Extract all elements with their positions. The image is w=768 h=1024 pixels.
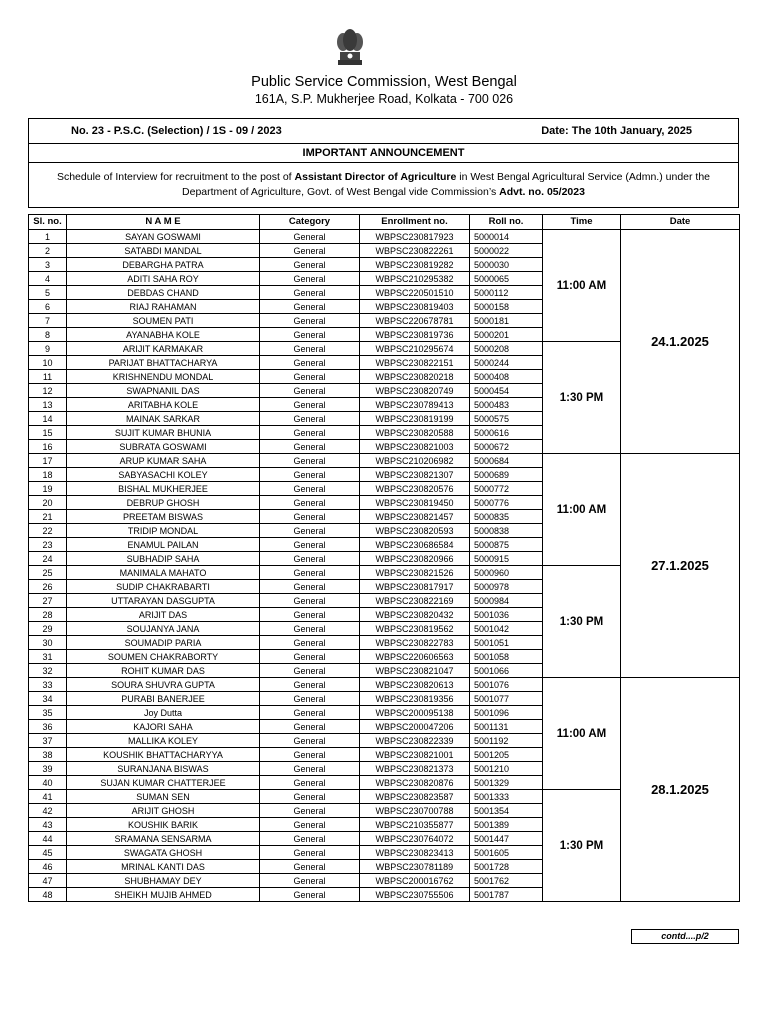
name-cell: DEBRUP GHOSH — [67, 496, 260, 510]
column-header: Roll no. — [470, 215, 543, 230]
enrollment-number-cell: WBPSC230822261 — [360, 244, 470, 258]
announcement-part2: in West Bengal Agricultural Service (Admn.) under the Department of Agriculture, Govt. of West Bengal vide Commission’s — [182, 171, 711, 198]
category-cell: General — [260, 300, 360, 314]
category-cell: General — [260, 258, 360, 272]
category-cell: General — [260, 804, 360, 818]
enrollment-number-cell: WBPSC230819403 — [360, 300, 470, 314]
category-cell: General — [260, 272, 360, 286]
category-cell: General — [260, 440, 360, 454]
roll-number-cell: 5001096 — [470, 706, 543, 720]
advertisement-number: Advt. no. 05/2023 — [499, 186, 585, 198]
enrollment-number-cell: WBPSC230821307 — [360, 468, 470, 482]
enrollment-number-cell: WBPSC200095138 — [360, 706, 470, 720]
category-cell: General — [260, 734, 360, 748]
reference-bar — [28, 118, 739, 144]
name-cell: SOUMEN PATI — [67, 314, 260, 328]
enrollment-number-cell: WBPSC200047206 — [360, 720, 470, 734]
name-cell: ARIJIT KARMAKAR — [67, 342, 260, 356]
category-cell: General — [260, 426, 360, 440]
name-cell: ARIJIT DAS — [67, 608, 260, 622]
time-slot-cell: 11:00 AM — [543, 678, 621, 790]
roll-number-cell: 5000772 — [470, 482, 543, 496]
serial-number-cell: 21 — [29, 510, 67, 524]
name-cell: SOUMEN CHAKRABORTY — [67, 650, 260, 664]
serial-number-cell: 19 — [29, 482, 67, 496]
roll-number-cell: 5001076 — [470, 678, 543, 692]
category-cell: General — [260, 706, 360, 720]
enrollment-number-cell: WBPSC210355877 — [360, 818, 470, 832]
enrollment-number-cell: WBPSC230764072 — [360, 832, 470, 846]
time-slot-cell: 1:30 PM — [543, 790, 621, 902]
interview-schedule-table — [28, 214, 740, 902]
name-cell: KOUSHIK BARIK — [67, 818, 260, 832]
category-cell: General — [260, 566, 360, 580]
category-cell: General — [260, 244, 360, 258]
name-cell: Joy Dutta — [67, 706, 260, 720]
category-cell: General — [260, 874, 360, 888]
roll-number-cell: 5000201 — [470, 328, 543, 342]
roll-number-cell: 5000838 — [470, 524, 543, 538]
name-cell: ARIJIT GHOSH — [67, 804, 260, 818]
serial-number-cell: 33 — [29, 678, 67, 692]
category-cell: General — [260, 650, 360, 664]
serial-number-cell: 35 — [29, 706, 67, 720]
serial-number-cell: 23 — [29, 538, 67, 552]
serial-number-cell: 31 — [29, 650, 67, 664]
serial-number-cell: 5 — [29, 286, 67, 300]
category-cell: General — [260, 454, 360, 468]
name-cell: SUBHADIP SAHA — [67, 552, 260, 566]
category-cell: General — [260, 860, 360, 874]
roll-number-cell: 5000208 — [470, 342, 543, 356]
serial-number-cell: 25 — [29, 566, 67, 580]
roll-number-cell: 5000684 — [470, 454, 543, 468]
name-cell: RIAJ RAHAMAN — [67, 300, 260, 314]
name-cell: ARUP KUMAR SAHA — [67, 454, 260, 468]
enrollment-number-cell: WBPSC200016762 — [360, 874, 470, 888]
serial-number-cell: 24 — [29, 552, 67, 566]
serial-number-cell: 41 — [29, 790, 67, 804]
interview-date-cell: 27.1.2025 — [621, 454, 740, 678]
category-cell: General — [260, 314, 360, 328]
name-cell: MAINAK SARKAR — [67, 412, 260, 426]
roll-number-cell: 5001131 — [470, 720, 543, 734]
serial-number-cell: 37 — [29, 734, 67, 748]
enrollment-number-cell: WBPSC230820432 — [360, 608, 470, 622]
category-cell: General — [260, 846, 360, 860]
category-cell: General — [260, 594, 360, 608]
enrollment-number-cell: WBPSC230819356 — [360, 692, 470, 706]
serial-number-cell: 46 — [29, 860, 67, 874]
category-cell: General — [260, 482, 360, 496]
serial-number-cell: 34 — [29, 692, 67, 706]
serial-number-cell: 2 — [29, 244, 67, 258]
enrollment-number-cell: WBPSC230817923 — [360, 230, 470, 244]
serial-number-cell: 40 — [29, 776, 67, 790]
category-cell: General — [260, 888, 360, 902]
name-cell: SUMAN SEN — [67, 790, 260, 804]
roll-number-cell: 5000483 — [470, 398, 543, 412]
roll-number-cell: 5000014 — [470, 230, 543, 244]
roll-number-cell: 5000181 — [470, 314, 543, 328]
enrollment-number-cell: WBPSC230700788 — [360, 804, 470, 818]
name-cell: DEBDAS CHAND — [67, 286, 260, 300]
name-cell: KOUSHIK BHATTACHARYYA — [67, 748, 260, 762]
table-header-row — [29, 215, 740, 230]
serial-number-cell: 3 — [29, 258, 67, 272]
table-row — [29, 678, 740, 692]
enrollment-number-cell: WBPSC230820749 — [360, 384, 470, 398]
category-cell: General — [260, 678, 360, 692]
name-cell: PURABI BANERJEE — [67, 692, 260, 706]
name-cell: KAJORI SAHA — [67, 720, 260, 734]
enrollment-number-cell: WBPSC230821047 — [360, 664, 470, 678]
name-cell: SUDIP CHAKRABARTI — [67, 580, 260, 594]
column-header: N A M E — [67, 215, 260, 230]
roll-number-cell: 5000065 — [470, 272, 543, 286]
enrollment-number-cell: WBPSC230822783 — [360, 636, 470, 650]
roll-number-cell: 5001051 — [470, 636, 543, 650]
name-cell: SUJIT KUMAR BHUNIA — [67, 426, 260, 440]
enrollment-number-cell: WBPSC230820576 — [360, 482, 470, 496]
enrollment-number-cell: WBPSC230823587 — [360, 790, 470, 804]
time-slot-cell: 11:00 AM — [543, 230, 621, 342]
name-cell: BISHAL MUKHERJEE — [67, 482, 260, 496]
category-cell: General — [260, 818, 360, 832]
name-cell: PARIJAT BHATTACHARYA — [67, 356, 260, 370]
enrollment-number-cell: WBPSC210295382 — [360, 272, 470, 286]
enrollment-number-cell: WBPSC230823413 — [360, 846, 470, 860]
serial-number-cell: 11 — [29, 370, 67, 384]
category-cell: General — [260, 720, 360, 734]
category-cell: General — [260, 356, 360, 370]
roll-number-cell: 5001605 — [470, 846, 543, 860]
enrollment-number-cell: WBPSC230821373 — [360, 762, 470, 776]
name-cell: SOUJANYA JANA — [67, 622, 260, 636]
category-cell: General — [260, 762, 360, 776]
enrollment-number-cell: WBPSC230820966 — [360, 552, 470, 566]
roll-number-cell: 5000616 — [470, 426, 543, 440]
enrollment-number-cell: WBPSC230819562 — [360, 622, 470, 636]
name-cell: ENAMUL PAILAN — [67, 538, 260, 552]
column-header: Enrollment no. — [360, 215, 470, 230]
roll-number-cell: 5000244 — [470, 356, 543, 370]
table-row — [29, 454, 740, 468]
enrollment-number-cell: WBPSC230817917 — [360, 580, 470, 594]
roll-number-cell: 5001058 — [470, 650, 543, 664]
enrollment-number-cell: WBPSC230819450 — [360, 496, 470, 510]
reference-number: No. 23 - P.S.C. (Selection) / 1S - 09 / 2023 — [71, 125, 282, 137]
serial-number-cell: 4 — [29, 272, 67, 286]
serial-number-cell: 44 — [29, 832, 67, 846]
org-address: 161A, S.P. Mukherjee Road, Kolkata - 700 026 — [254, 92, 514, 106]
continued-note: contd....p/2 — [631, 929, 739, 944]
category-cell: General — [260, 622, 360, 636]
serial-number-cell: 17 — [29, 454, 67, 468]
roll-number-cell: 5000689 — [470, 468, 543, 482]
name-cell: SUJAN KUMAR CHATTERJEE — [67, 776, 260, 790]
serial-number-cell: 26 — [29, 580, 67, 594]
serial-number-cell: 1 — [29, 230, 67, 244]
roll-number-cell: 5000408 — [470, 370, 543, 384]
roll-number-cell: 5000978 — [470, 580, 543, 594]
name-cell: PREETAM BISWAS — [67, 510, 260, 524]
enrollment-number-cell: WBPSC230819736 — [360, 328, 470, 342]
category-cell: General — [260, 412, 360, 426]
roll-number-cell: 5000915 — [470, 552, 543, 566]
serial-number-cell: 10 — [29, 356, 67, 370]
roll-number-cell: 5001205 — [470, 748, 543, 762]
enrollment-number-cell: WBPSC230820588 — [360, 426, 470, 440]
category-cell: General — [260, 468, 360, 482]
interview-date-cell: 28.1.2025 — [621, 678, 740, 902]
serial-number-cell: 29 — [29, 622, 67, 636]
category-cell: General — [260, 524, 360, 538]
enrollment-number-cell: WBPSC230789413 — [360, 398, 470, 412]
name-cell: SWAGATA GHOSH — [67, 846, 260, 860]
name-cell: SURANJANA BISWAS — [67, 762, 260, 776]
enrollment-number-cell: WBPSC230820218 — [360, 370, 470, 384]
serial-number-cell: 32 — [29, 664, 67, 678]
serial-number-cell: 36 — [29, 720, 67, 734]
enrollment-number-cell: WBPSC230781189 — [360, 860, 470, 874]
category-cell: General — [260, 580, 360, 594]
category-cell: General — [260, 636, 360, 650]
column-header: Date — [621, 215, 740, 230]
time-slot-cell: 1:30 PM — [543, 342, 621, 454]
enrollment-number-cell: WBPSC230822169 — [360, 594, 470, 608]
name-cell: SHUBHAMAY DEY — [67, 874, 260, 888]
roll-number-cell: 5000875 — [470, 538, 543, 552]
enrollment-number-cell: WBPSC230819199 — [360, 412, 470, 426]
enrollment-number-cell: WBPSC230686584 — [360, 538, 470, 552]
announcement-text — [28, 162, 739, 208]
roll-number-cell: 5001077 — [470, 692, 543, 706]
org-name: Public Service Commission, West Bengal — [251, 74, 517, 90]
name-cell: MALLIKA KOLEY — [67, 734, 260, 748]
roll-number-cell: 5001354 — [470, 804, 543, 818]
column-header: Time — [543, 215, 621, 230]
national-emblem-icon — [330, 22, 370, 68]
enrollment-number-cell: WBPSC230819282 — [360, 258, 470, 272]
category-cell: General — [260, 286, 360, 300]
enrollment-number-cell: WBPSC210206982 — [360, 454, 470, 468]
name-cell: SOURA SHUVRA GUPTA — [67, 678, 260, 692]
enrollment-number-cell: WBPSC230820876 — [360, 776, 470, 790]
serial-number-cell: 20 — [29, 496, 67, 510]
name-cell: UTTARAYAN DASGUPTA — [67, 594, 260, 608]
serial-number-cell: 47 — [29, 874, 67, 888]
category-cell: General — [260, 230, 360, 244]
roll-number-cell: 5000672 — [470, 440, 543, 454]
name-cell: SATABDI MANDAL — [67, 244, 260, 258]
serial-number-cell: 42 — [29, 804, 67, 818]
serial-number-cell: 6 — [29, 300, 67, 314]
roll-number-cell: 5000158 — [470, 300, 543, 314]
category-cell: General — [260, 552, 360, 566]
roll-number-cell: 5000112 — [470, 286, 543, 300]
enrollment-number-cell: WBPSC230821457 — [360, 510, 470, 524]
category-cell: General — [260, 790, 360, 804]
serial-number-cell: 27 — [29, 594, 67, 608]
serial-number-cell: 16 — [29, 440, 67, 454]
enrollment-number-cell: WBPSC230821526 — [360, 566, 470, 580]
serial-number-cell: 13 — [29, 398, 67, 412]
category-cell: General — [260, 342, 360, 356]
name-cell: DEBARGHA PATRA — [67, 258, 260, 272]
time-slot-cell: 11:00 AM — [543, 454, 621, 566]
enrollment-number-cell: WBPSC230820593 — [360, 524, 470, 538]
roll-number-cell: 5001036 — [470, 608, 543, 622]
announcement-part1: Schedule of Interview for recruitment to the post of — [56, 171, 295, 183]
roll-number-cell: 5001066 — [470, 664, 543, 678]
category-cell: General — [260, 776, 360, 790]
serial-number-cell: 45 — [29, 846, 67, 860]
category-cell: General — [260, 370, 360, 384]
roll-number-cell: 5000030 — [470, 258, 543, 272]
roll-number-cell: 5001210 — [470, 762, 543, 776]
roll-number-cell: 5000960 — [470, 566, 543, 580]
announcement-heading: IMPORTANT ANNOUNCEMENT — [28, 143, 739, 163]
serial-number-cell: 43 — [29, 818, 67, 832]
post-name: Assistant Director of Agriculture — [294, 171, 457, 183]
roll-number-cell: 5000835 — [470, 510, 543, 524]
name-cell: KRISHNENDU MONDAL — [67, 370, 260, 384]
serial-number-cell: 7 — [29, 314, 67, 328]
name-cell: TRIDIP MONDAL — [67, 524, 260, 538]
serial-number-cell: 22 — [29, 524, 67, 538]
serial-number-cell: 18 — [29, 468, 67, 482]
enrollment-number-cell: WBPSC230820613 — [360, 678, 470, 692]
name-cell: SABYASACHI KOLEY — [67, 468, 260, 482]
name-cell: SRAMANA SENSARMA — [67, 832, 260, 846]
roll-number-cell: 5000776 — [470, 496, 543, 510]
column-header: Sl. no. — [29, 215, 67, 230]
roll-number-cell: 5001389 — [470, 818, 543, 832]
serial-number-cell: 28 — [29, 608, 67, 622]
serial-number-cell: 12 — [29, 384, 67, 398]
name-cell: SHEIKH MUJIB AHMED — [67, 888, 260, 902]
name-cell: SOUMADIP PARIA — [67, 636, 260, 650]
roll-number-cell: 5001447 — [470, 832, 543, 846]
table-row — [29, 230, 740, 244]
enrollment-number-cell: WBPSC220678781 — [360, 314, 470, 328]
category-cell: General — [260, 692, 360, 706]
enrollment-number-cell: WBPSC220606563 — [360, 650, 470, 664]
roll-number-cell: 5001728 — [470, 860, 543, 874]
name-cell: MRINAL KANTI DAS — [67, 860, 260, 874]
notice-date: Date: The 10th January, 2025 — [541, 125, 692, 137]
serial-number-cell: 8 — [29, 328, 67, 342]
serial-number-cell: 30 — [29, 636, 67, 650]
roll-number-cell: 5000575 — [470, 412, 543, 426]
roll-number-cell: 5001787 — [470, 888, 543, 902]
name-cell: ADITI SAHA ROY — [67, 272, 260, 286]
name-cell: AYANABHA KOLE — [67, 328, 260, 342]
category-cell: General — [260, 664, 360, 678]
category-cell: General — [260, 748, 360, 762]
category-cell: General — [260, 398, 360, 412]
category-cell: General — [260, 538, 360, 552]
name-cell: MANIMALA MAHATO — [67, 566, 260, 580]
roll-number-cell: 5001192 — [470, 734, 543, 748]
name-cell: SAYAN GOSWAMI — [67, 230, 260, 244]
enrollment-number-cell: WBPSC210295674 — [360, 342, 470, 356]
category-cell: General — [260, 510, 360, 524]
time-slot-cell: 1:30 PM — [543, 566, 621, 678]
roll-number-cell: 5001762 — [470, 874, 543, 888]
roll-number-cell: 5001329 — [470, 776, 543, 790]
roll-number-cell: 5000022 — [470, 244, 543, 258]
enrollment-number-cell: WBPSC230755506 — [360, 888, 470, 902]
serial-number-cell: 15 — [29, 426, 67, 440]
serial-number-cell: 38 — [29, 748, 67, 762]
roll-number-cell: 5000984 — [470, 594, 543, 608]
category-cell: General — [260, 496, 360, 510]
serial-number-cell: 39 — [29, 762, 67, 776]
enrollment-number-cell: WBPSC220501510 — [360, 286, 470, 300]
name-cell: ARITABHA KOLE — [67, 398, 260, 412]
category-cell: General — [260, 328, 360, 342]
column-header: Category — [260, 215, 360, 230]
serial-number-cell: 14 — [29, 412, 67, 426]
category-cell: General — [260, 384, 360, 398]
enrollment-number-cell: WBPSC230821001 — [360, 748, 470, 762]
roll-number-cell: 5001333 — [470, 790, 543, 804]
enrollment-number-cell: WBPSC230822151 — [360, 356, 470, 370]
enrollment-number-cell: WBPSC230821003 — [360, 440, 470, 454]
name-cell: SUBRATA GOSWAMI — [67, 440, 260, 454]
roll-number-cell: 5000454 — [470, 384, 543, 398]
serial-number-cell: 48 — [29, 888, 67, 902]
roll-number-cell: 5001042 — [470, 622, 543, 636]
enrollment-number-cell: WBPSC230822339 — [360, 734, 470, 748]
name-cell: SWAPNANIL DAS — [67, 384, 260, 398]
category-cell: General — [260, 832, 360, 846]
name-cell: ROHIT KUMAR DAS — [67, 664, 260, 678]
category-cell: General — [260, 608, 360, 622]
serial-number-cell: 9 — [29, 342, 67, 356]
interview-date-cell: 24.1.2025 — [621, 230, 740, 454]
